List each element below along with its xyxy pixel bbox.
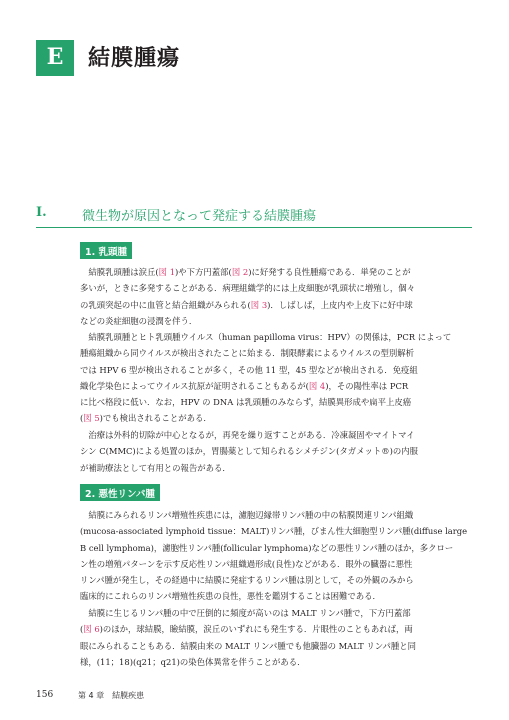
text-line: 結膜乳頭腫とヒト乳頭腫ウイルス（human papilloma virus：HPV）の関係は，PCR によって xyxy=(80,332,452,342)
figure-reference: 図 6 xyxy=(83,624,100,635)
paragraph-papilloma-hpv xyxy=(80,329,472,427)
figure-reference: 図 4 xyxy=(308,380,326,391)
text-line: 織化学染色によってウイルス抗原が証明されることもあるが(図 4)，その陽性率は PCR xyxy=(80,380,409,391)
paragraph-lymphoma-types xyxy=(80,507,472,605)
text-line: 結膜乳頭腫は涙丘(図 1)や下方円蓋部(図 2)に好発する良性腫瘍である．単発のことが xyxy=(80,267,411,277)
chapter-rule xyxy=(36,74,74,76)
text-line: 治療は外科的切除が中心となるが，再発を繰り返すことがある．冷凍凝固やマイトマイ xyxy=(80,430,415,440)
text-line: ン性の増殖パターンを示す反応性リンパ組織過形成(良性)などがある．眼外の臓器に悪性 xyxy=(80,558,413,569)
text-line: 多いが，ときに多発することがある．病理組織学的には上皮細胞が乳頭状に増殖し，個々 xyxy=(80,283,415,294)
text-line: 結膜にみられるリンパ増殖性疾患には，濾胞辺縁帯リンパ腫の中の粘膜関連リンパ組織 xyxy=(80,510,414,520)
figure-reference: 図 5 xyxy=(83,413,100,424)
text-line: シン C(MMC)による処置のほか，胃腸薬として知られるシメチジン(タガメット®)の内服 xyxy=(80,446,418,457)
text-line: 眼にみられることもある．結膜由来の MALT リンパ腫でも他臓器の MALT リンパ腫と同 xyxy=(80,640,417,651)
figure-reference: 図 2 xyxy=(231,267,249,277)
text-line: 様，(11；18)(q21；q21)の染色体異常を伴うことがある． xyxy=(80,656,306,667)
text-line: が補助療法として有用との報告がある． xyxy=(80,462,231,473)
figure-reference: 図 1 xyxy=(158,267,176,277)
text-line: の乳頭突起の中に血管と結合組織がみられる(図 3)．しばしば，上皮内や上皮下に好中球 xyxy=(80,299,413,310)
section-title: 微生物が原因となって発症する結膜腫瘍 xyxy=(82,209,317,224)
text-line: (mucosa-associated lymphoid tissue：MALT)リンパ腫，びまん性大細胞型リンパ腫(diffuse large xyxy=(80,526,468,537)
paragraph-papilloma-treatment xyxy=(80,427,472,476)
subsection-heading-lymphoma: 2. 悪性リンパ腫 xyxy=(80,484,160,501)
text-line: B cell lymphoma)，濾胞性リンパ腫(follicular lymphoma)などの悪性リンパ腫のほか，多クロー xyxy=(80,542,454,553)
figure-reference: 図 3 xyxy=(250,299,268,310)
text-line: 結膜に生じるリンパ腫の中で圧倒的に頻度が高いのは MALT リンパ腫で，下方円蓋部 xyxy=(80,608,411,618)
text-line: では HPV 6 型が検出されることが多く，その他 11 型，45 型などが検出される．免疫組 xyxy=(80,364,418,375)
section-heading xyxy=(36,205,472,228)
chapter-letter-badge: E xyxy=(36,40,74,74)
text-line: などの炎症細胞の浸潤を伴う． xyxy=(80,315,198,326)
text-line: に比べ格段に低い．なお，HPV の DNA は乳頭腫のみならず，結膜異形成や扁平上皮癌 xyxy=(80,397,412,408)
text-line: (図 5)でも検出されることがある． xyxy=(80,413,212,424)
section-number: I. xyxy=(36,205,47,220)
page-number: 156 xyxy=(36,690,54,700)
text-line: (図 6)のほか，球結膜，瞼結膜，涙丘のいずれにも発生する．片眼性のこともあれば，両 xyxy=(80,624,413,635)
subsection-heading-papilloma: 1. 乳頭腫 xyxy=(80,242,132,259)
paragraph-lymphoma-malt xyxy=(80,605,472,670)
text-line: 臨床的にこれらのリンパ増殖性疾患の良性，悪性を鑑別することは困難である． xyxy=(80,591,381,602)
running-footer-chapter: 第 4 章 結膜疾患 xyxy=(78,691,145,700)
paragraph-papilloma-intro xyxy=(80,264,472,329)
text-line: 腫瘍組織から同ウイルスが検出されたことに始まる．制限酵素によるウイルスの型別解析 xyxy=(80,348,414,359)
text-line: リンパ腫が発生し，その経過中に結膜に発症するリンパ腫は別として，その外観のみから xyxy=(80,575,414,586)
chapter-title: 結膜腫瘍 xyxy=(88,46,181,71)
